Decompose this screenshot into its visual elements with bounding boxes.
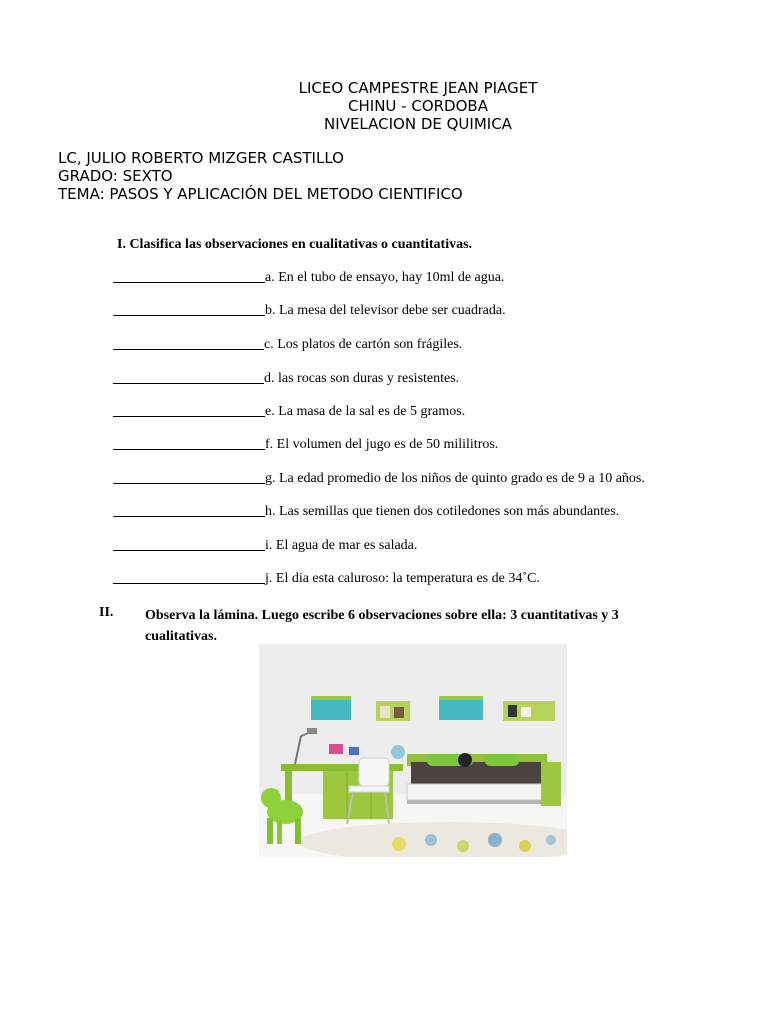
section-2-number: II. bbox=[99, 605, 114, 620]
answer-blank[interactable] bbox=[113, 550, 265, 551]
answer-blank[interactable] bbox=[113, 516, 265, 517]
answer-blank[interactable] bbox=[113, 383, 264, 384]
answer-blank[interactable] bbox=[113, 349, 264, 350]
topic-label: TEMA: PASOS Y APLICACIÓN DEL METODO CIENTIFICO bbox=[58, 185, 463, 203]
answer-blank[interactable] bbox=[113, 416, 265, 417]
course-title: NIVELACION DE QUIMICA bbox=[324, 115, 512, 133]
list-item: f. El volumen del jugo es de 50 mililitros. bbox=[113, 437, 498, 453]
list-item: i. El agua de mar es salada. bbox=[113, 538, 417, 554]
list-item: g. La edad promedio de los niños de quinto grado es de 9 a 10 años. bbox=[113, 471, 645, 487]
list-item: d. las rocas son duras y resistentes. bbox=[113, 371, 459, 387]
answer-blank[interactable] bbox=[113, 315, 265, 316]
city-name: CHINU - CORDOBA bbox=[348, 97, 488, 115]
teacher-name: LC, JULIO ROBERTO MIZGER CASTILLO bbox=[58, 149, 344, 167]
answer-blank[interactable] bbox=[113, 449, 265, 450]
list-item: a. En el tubo de ensayo, hay 10ml de agua. bbox=[113, 270, 504, 286]
section-2-heading: Observa la lámina. Luego escribe 6 observaciones sobre ella: 3 cuantitativas y 3 cualitativas. bbox=[145, 608, 619, 644]
school-name: LICEO CAMPESTRE JEAN PIAGET bbox=[298, 79, 538, 97]
answer-blank[interactable] bbox=[113, 483, 265, 484]
list-item: c. Los platos de cartón son frágiles. bbox=[113, 337, 462, 353]
list-item: h. Las semillas que tienen dos cotiledones son más abundantes. bbox=[113, 504, 619, 520]
list-item: b. La mesa del televisor debe ser cuadrada. bbox=[113, 303, 506, 319]
grade-label: GRADO: SEXTO bbox=[58, 167, 173, 185]
list-item: e. La masa de la sal es de 5 gramos. bbox=[113, 404, 465, 420]
answer-blank[interactable] bbox=[113, 282, 265, 283]
bedroom-photo bbox=[259, 644, 567, 857]
answer-blank[interactable] bbox=[113, 583, 265, 584]
list-item: j. El dia esta caluroso: la temperatura es de 34˚C. bbox=[113, 571, 540, 587]
section-1-heading: I. Clasifica las observaciones en cualitativas o cuantitativas. bbox=[117, 237, 473, 252]
